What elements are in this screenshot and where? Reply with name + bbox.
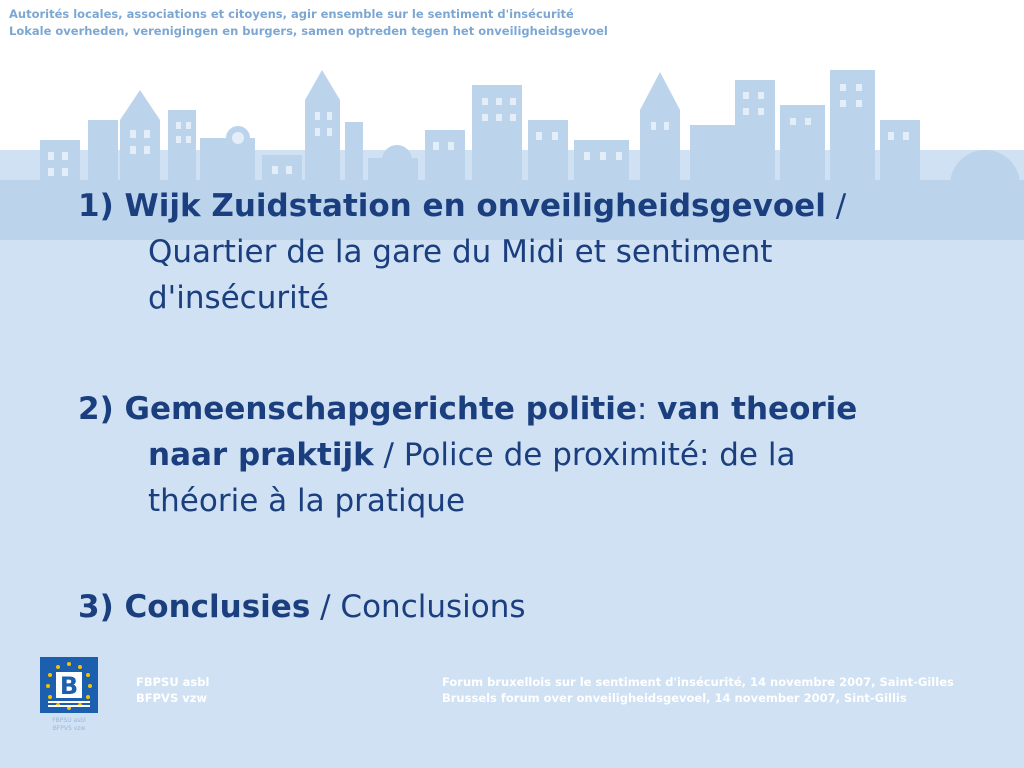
footer-event-fr: Forum bruxellois sur le sentiment d'insécurité, 14 novembre 2007, Saint-Gilles [442, 675, 954, 689]
agenda-item-2-title-nl-c: naar praktijk [148, 437, 374, 473]
agenda-item-2-title-nl-b: van theorie [657, 391, 858, 427]
logo-caption-1: FBPSU asbl [52, 717, 86, 724]
agenda-item-1-title-fr-line2: d'insécurité [148, 280, 329, 316]
agenda-item-1-separator: / [825, 188, 847, 224]
header-line-french: Autorités locales, associations et citoyens, agir ensemble sur le sentiment d'insécurité [9, 7, 574, 21]
header-line-dutch: Lokale overheden, verenigingen en burgers, samen optreden tegen het onveiligheidsgevoel [9, 24, 608, 38]
agenda-item-1-title-nl: 1) Wijk Zuidstation en onveiligheidsgevoel [78, 188, 826, 224]
footer-organisation-nl: BFPVS vzw [136, 691, 208, 705]
footer-organisation-fr: FBPSU asbl [136, 675, 210, 689]
footer-event-nl: Brussels forum over onveiligheidsgevoel, 14 november 2007, Sint-Gillis [442, 691, 907, 705]
agenda-item-3-title-fr: / Conclusions [310, 589, 526, 625]
agenda-item-2-colon: : [636, 391, 658, 427]
agenda-item-3-title-nl: 3) Conclusies [78, 589, 311, 625]
fbpsu-logo [40, 657, 98, 733]
agenda-item-3 [78, 584, 958, 630]
agenda-item-2 [78, 386, 958, 524]
agenda-item-2-title-fr-line1: / Police de proximité: de la [373, 437, 796, 473]
logo-letter: B [59, 672, 79, 700]
agenda-item-1-title-fr-line1: Quartier de la gare du Midi et sentiment [148, 234, 773, 270]
agenda-item-2-title-fr-line2: théorie à la pratique [148, 483, 466, 519]
agenda-item-1 [78, 183, 958, 321]
logo-caption-2: BFPVS vzw [52, 725, 86, 732]
agenda-item-2-title-nl-a: 2) Gemeenschapgerichte politie [78, 391, 637, 427]
